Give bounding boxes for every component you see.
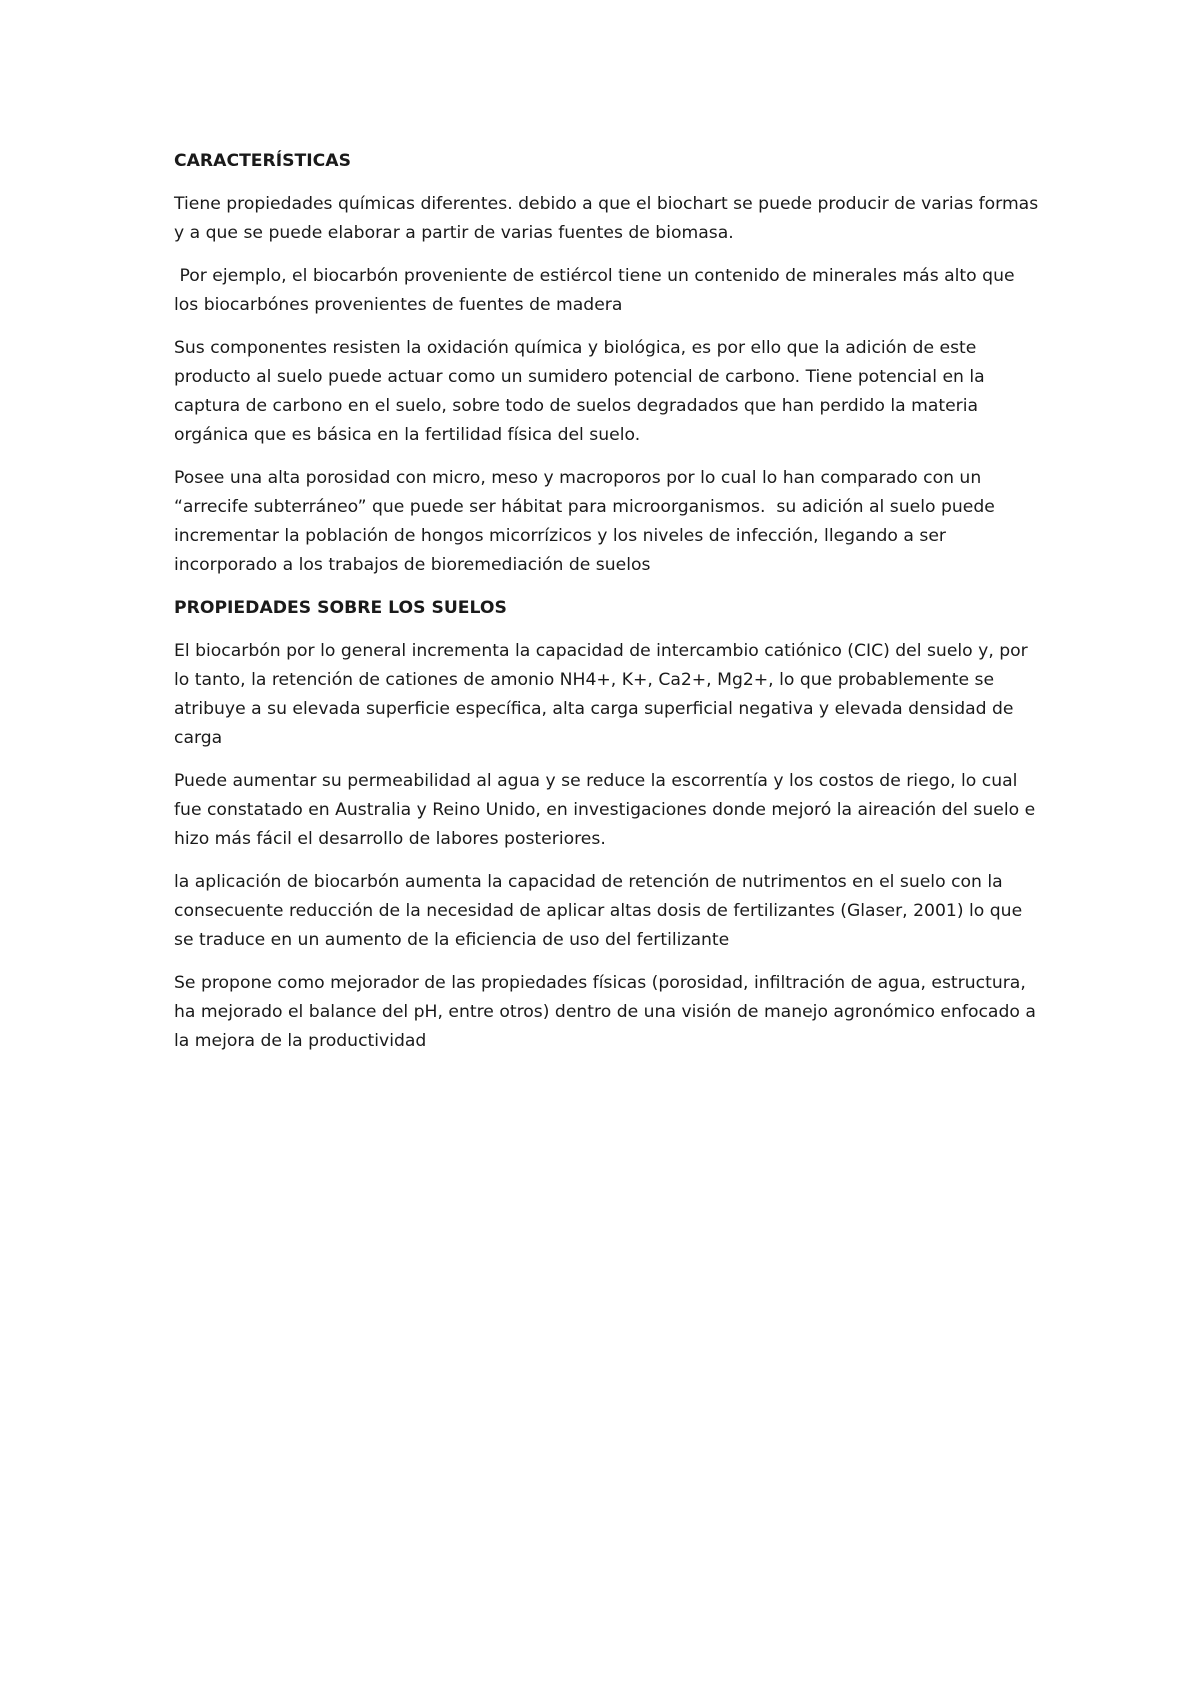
paragraph: Por ejemplo, el biocarbón proveniente de estiércol tiene un contenido de minerales más alto que los biocarbónes provenientes de fuentes de madera: [174, 266, 1020, 315]
section-heading-caracteristicas: CARACTERÍSTICAS: [174, 151, 351, 171]
paragraph: Posee una alta porosidad con micro, meso y macroporos por lo cual lo han comparado con un “arrecife subterráneo” que puede ser hábitat para microorganismos. su adición al suelo puede incrementar la población de hongos micorrízicos y los niveles de infección, llegando a ser incorporado a los trabajos de bioremediación de suelos: [174, 468, 1001, 575]
document-body: [174, 147, 1044, 1070]
paragraph: Sus componentes resisten la oxidación química y biológica, es por ello que la adición de este producto al suelo puede actuar como un sumidero potencial de carbono. Tiene potencial en la captura de carbono en el suelo, sobre todo de suelos degradados que han perdido la materia orgánica que es básica en la fertilidad física del suelo.: [174, 338, 991, 445]
paragraph: la aplicación de biocarbón aumenta la capacidad de retención de nutrimentos en el suelo con la consecuente reducción de la necesidad de aplicar altas dosis de fertilizantes (Glaser, 2001) lo que se traduce en un aumento de la eficiencia de uso del fertilizante: [174, 872, 1028, 950]
paragraph: Puede aumentar su permeabilidad al agua y se reduce la escorrentía y los costos de riego, lo cual fue constatado en Australia y Reino Unido, en investigaciones donde mejoró la aireación del suelo e hizo más fácil el desarrollo de labores posteriores.: [174, 771, 1041, 849]
paragraph: Se propone como mejorador de las propiedades físicas (porosidad, infiltración de agua, estructura, ha mejorado el balance del pH, entre otros) dentro de una visión de manejo agronómico enfocado a la mejora de la productividad: [174, 973, 1042, 1051]
section-heading-propiedades: PROPIEDADES SOBRE LOS SUELOS: [174, 598, 507, 618]
paragraph: Tiene propiedades químicas diferentes. debido a que el biochart se puede producir de varias formas y a que se puede elaborar a partir de varias fuentes de biomasa.: [174, 194, 1044, 243]
paragraph: El biocarbón por lo general incrementa la capacidad de intercambio catiónico (CIC) del suelo y, por lo tanto, la retención de cationes de amonio NH4+, K+, Ca2+, Mg2+, lo que probablemente se atribuye a su elevada superficie específica, alta carga superficial negativa y elevada densidad de carga: [174, 641, 1034, 748]
